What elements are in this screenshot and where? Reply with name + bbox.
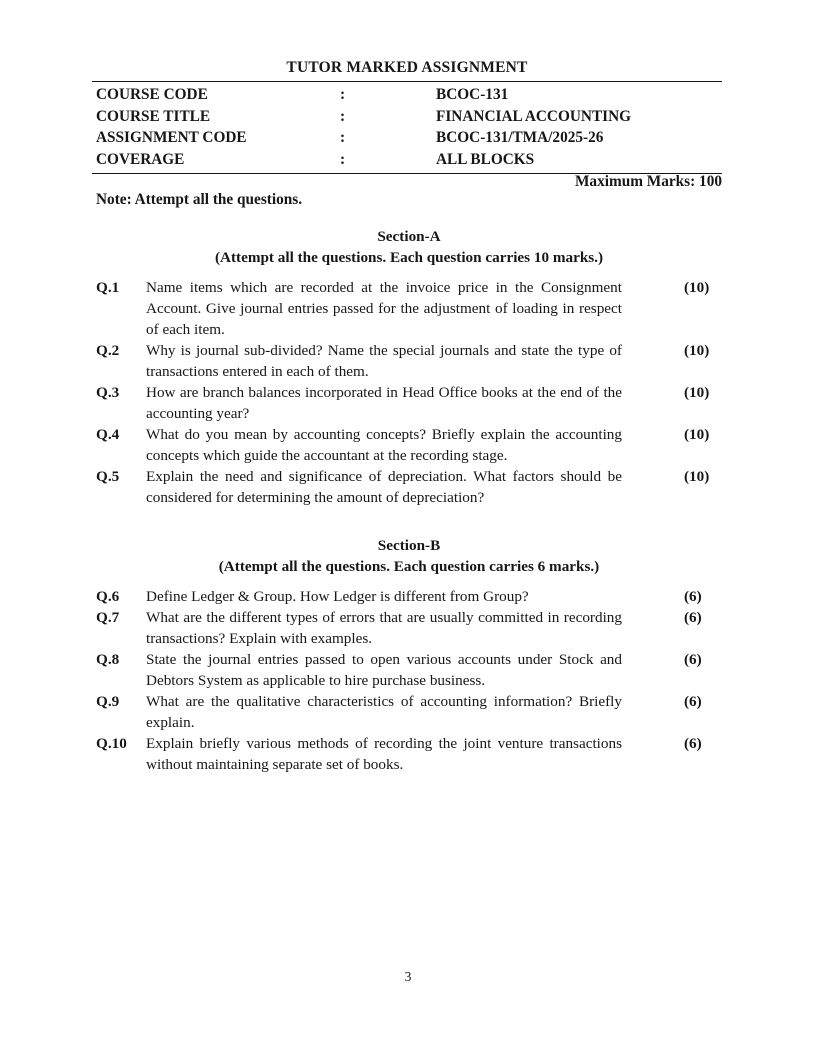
info-value-coverage: ALL BLOCKS — [436, 150, 535, 168]
question-text: Explain briefly various methods of recording the joint venture transactions without maintaining separate set of books. — [146, 735, 622, 773]
info-label-assignment-code: ASSIGNMENT CODE — [96, 129, 247, 146]
question-body — [146, 340, 710, 382]
course-info-body — [92, 84, 722, 170]
question-marks: (10) — [684, 426, 710, 443]
question-text: Define Ledger & Group. How Ledger is different from Group? — [146, 588, 529, 605]
section-a-heading: Section-A — [377, 228, 441, 245]
question-body — [146, 586, 702, 607]
info-colon: : — [340, 150, 346, 168]
question-marks: (10) — [684, 468, 710, 485]
question-item — [96, 466, 710, 508]
question-marks: (6) — [684, 609, 702, 626]
section-a-subheading: (Attempt all the questions. Each question carries 10 marks.) — [214, 249, 604, 266]
page-number: 3 — [404, 969, 412, 984]
header-top-rule — [92, 81, 722, 82]
question-item — [96, 691, 702, 733]
section-a — [96, 226, 710, 508]
question-item — [96, 340, 710, 382]
question-body — [146, 691, 702, 733]
question-number: Q.5 — [96, 468, 120, 485]
question-marks: (6) — [684, 588, 702, 605]
info-label-course-title: COURSE TITLE — [96, 107, 211, 125]
section-b-subheading: (Attempt all the questions. Each question carries 6 marks.) — [218, 558, 600, 575]
table-row — [92, 127, 722, 149]
info-value-assignment-code: BCOC-131/TMA/2025-26 — [436, 129, 604, 146]
question-item — [96, 649, 702, 691]
question-body — [146, 733, 702, 775]
course-info-table — [92, 84, 722, 170]
note-line: Note: Attempt all the questions. — [96, 191, 303, 208]
question-body — [146, 466, 710, 508]
table-row — [92, 106, 722, 128]
question-item — [96, 733, 702, 775]
question-body — [146, 277, 710, 340]
question-marks: (6) — [684, 651, 702, 668]
info-value-course-title: FINANCIAL ACCOUNTING — [436, 107, 632, 125]
question-item — [96, 382, 710, 424]
table-row — [92, 84, 722, 106]
question-text: State the journal entries passed to open various accounts under Stock and Debtors System as applicable to hire purchase business. — [146, 651, 622, 689]
question-marks: (10) — [684, 279, 710, 296]
question-number: Q.1 — [96, 279, 120, 296]
question-text: Why is journal sub-divided? Name the special journals and state the type of transactions entered in each of them. — [146, 342, 622, 380]
info-colon: : — [340, 107, 346, 125]
section-a-question-list — [96, 277, 710, 508]
info-value-course-code: BCOC-131 — [436, 86, 509, 103]
info-colon: : — [340, 129, 346, 146]
section-b-question-list — [96, 586, 702, 775]
question-item — [96, 586, 702, 607]
question-number: Q.6 — [96, 588, 120, 605]
question-text: What do you mean by accounting concepts? Briefly explain the accounting concepts which guide the accountant at the recording stage. — [146, 426, 622, 464]
question-number: Q.4 — [96, 426, 120, 443]
question-text: What are the different types of errors that are usually committed in recording transactions? Explain with examples. — [146, 609, 622, 647]
question-number: Q.7 — [96, 609, 120, 626]
question-body — [146, 424, 710, 466]
question-marks: (10) — [684, 342, 710, 359]
section-b-heading: Section-B — [377, 537, 441, 554]
question-number: Q.2 — [96, 342, 120, 359]
page-title: TUTOR MARKED ASSIGNMENT — [286, 59, 528, 76]
info-colon: : — [340, 86, 346, 103]
question-body — [146, 649, 702, 691]
section-b — [96, 535, 702, 775]
question-number: Q.10 — [96, 735, 127, 752]
question-body — [146, 607, 702, 649]
assignment-header — [92, 58, 722, 174]
question-item — [96, 277, 710, 340]
table-row — [92, 149, 722, 171]
info-label-course-code: COURSE CODE — [96, 86, 208, 103]
maximum-marks: Maximum Marks: 100 — [574, 173, 722, 190]
question-marks: (10) — [684, 384, 710, 401]
question-item — [96, 607, 702, 649]
question-number: Q.9 — [96, 693, 120, 710]
question-body — [146, 382, 710, 424]
question-text: What are the qualitative characteristics of accounting information? Briefly explain. — [146, 693, 622, 731]
question-text: Name items which are recorded at the invoice price in the Consignment Account. Give journal entries passed for the adjustment of loading in respect of each item. — [146, 279, 622, 338]
question-number: Q.8 — [96, 651, 120, 668]
question-number: Q.3 — [96, 384, 120, 401]
info-label-coverage: COVERAGE — [96, 150, 185, 168]
question-marks: (6) — [684, 735, 702, 752]
question-text: Explain the need and significance of depreciation. What factors should be considered for determining the amount of depreciation? — [146, 468, 622, 506]
question-marks: (6) — [684, 693, 702, 710]
question-item — [96, 424, 710, 466]
question-text: How are branch balances incorporated in Head Office books at the end of the accounting year? — [146, 384, 622, 422]
